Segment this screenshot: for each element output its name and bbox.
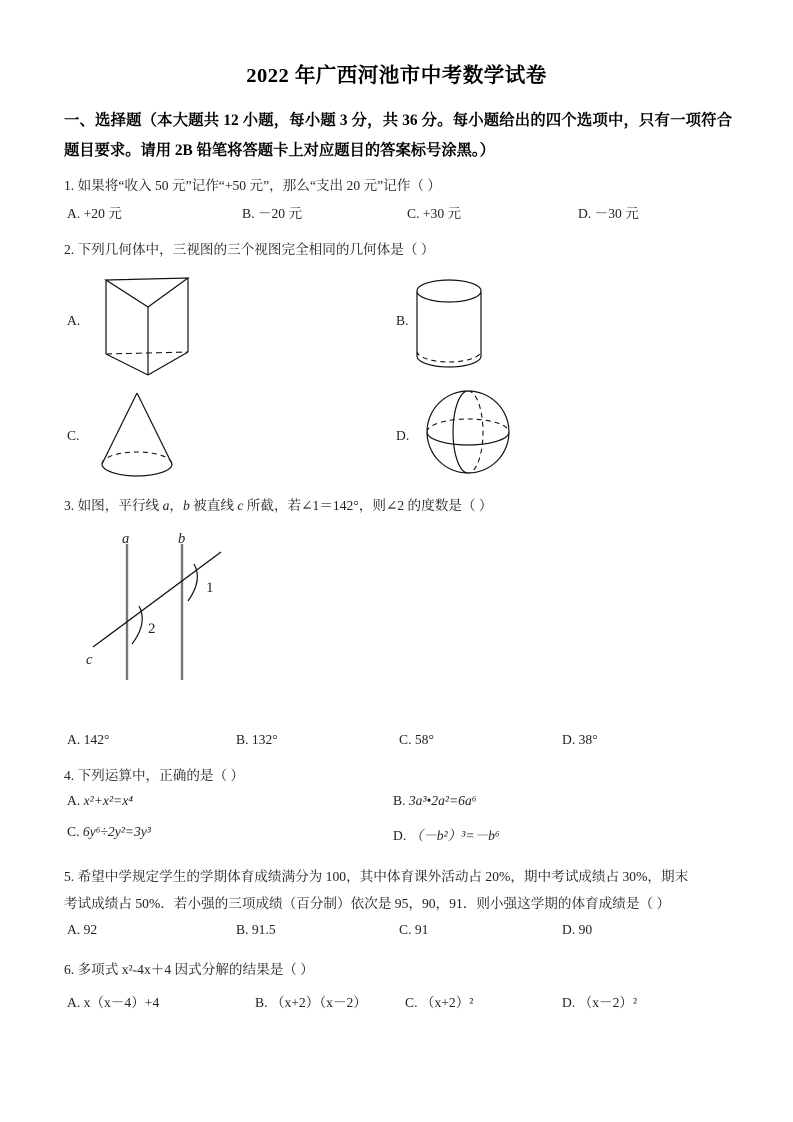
question-4-option-c[interactable] xyxy=(67,824,151,840)
question-1-option-c[interactable]: C. +30 元 xyxy=(407,206,462,221)
question-5-option-a[interactable]: A. 92 xyxy=(67,922,98,937)
question-4-option-c-expr: 6y⁶÷2y²=3y³ xyxy=(82,824,151,839)
question-3-line-c-var: c xyxy=(237,498,244,513)
page-title: 2022 年广西河池市中考数学试卷 xyxy=(246,65,547,87)
sphere-figure xyxy=(423,387,515,479)
question-5-option-d[interactable]: D. 90 xyxy=(562,922,593,937)
question-4-option-b-prefix: B. xyxy=(393,793,409,808)
question-2-option-a-label[interactable]: A. xyxy=(67,313,81,328)
parallel-line-a-label: a xyxy=(122,531,130,547)
cone-figure xyxy=(96,389,194,481)
question-4-option-a-prefix: A. xyxy=(67,793,84,808)
question-3-stem-part1: 3. 如图，平行线 xyxy=(64,498,163,513)
question-2-option-c-label[interactable]: C. xyxy=(67,428,80,443)
question-4-option-b-expr: 3a³•2a²=6a⁶ xyxy=(408,793,477,808)
question-3-stem-part4: 所截，若∠1＝142°，则∠2 的度数是（ ） xyxy=(243,498,493,513)
section-heading: 一、选择题（本大题共 12 小题，每小题 3 分，共 36 分。每小题给出的四个选项中，只有一项符合题目要求。请用 2B 铅笔将答题卡上对应题目的答案标号涂黑。） xyxy=(64,112,732,159)
parallel-lines-diagram xyxy=(75,528,255,683)
question-2-stem: 2. 下列几何体中，三视图的三个视图完全相同的几何体是（ ） xyxy=(64,242,435,257)
question-6-option-c[interactable]: C. （x+2）² xyxy=(405,995,474,1010)
question-4-option-d-expr: （－b²）³=－b⁶ xyxy=(409,828,500,843)
cylinder-figure xyxy=(414,278,494,374)
question-2-option-d-label[interactable]: D. xyxy=(396,428,410,443)
question-5-option-b[interactable]: B. 91.5 xyxy=(236,922,276,937)
question-3-stem-part3: 被直线 xyxy=(189,498,238,513)
question-6-option-a[interactable]: A. x（x－4）+4 xyxy=(67,995,160,1010)
question-1-option-d[interactable]: D. －30 元 xyxy=(578,206,639,221)
angle-1-label: 1 xyxy=(206,580,214,596)
question-6-stem: 6. 多项式 x²-4x＋4 因式分解的结果是（ ） xyxy=(64,962,314,977)
question-3-option-c[interactable]: C. 58° xyxy=(399,732,434,747)
question-1-option-a[interactable]: A. +20 元 xyxy=(67,206,122,221)
question-3-stem-part2: ， xyxy=(169,498,183,513)
question-4-option-c-prefix: C. xyxy=(67,824,83,839)
question-4-option-b[interactable] xyxy=(393,793,476,809)
question-3-stem xyxy=(64,493,493,518)
transversal-line-c-label: c xyxy=(86,652,93,668)
angle-2-label: 2 xyxy=(148,621,156,637)
question-3-line-b-var: b xyxy=(182,498,190,513)
question-6-option-d[interactable]: D. （x－2）² xyxy=(562,995,638,1010)
triangular-prism-figure xyxy=(96,272,214,378)
question-4-stem: 4. 下列运算中，正确的是（ ） xyxy=(64,768,245,783)
question-1-stem: 1. 如果将“收入 50 元”记作“+50 元”，那么“支出 20 元”记作（ ） xyxy=(64,178,441,193)
question-4-option-a-expr: x²+x²=x⁴ xyxy=(83,793,133,808)
question-3-option-a[interactable]: A. 142° xyxy=(67,732,110,747)
question-4-option-d[interactable] xyxy=(393,824,500,844)
question-4-option-d-prefix: D. xyxy=(393,828,410,843)
question-3-option-b[interactable]: B. 132° xyxy=(236,732,278,747)
question-5-stem-line1: 5. 希望中学规定学生的学期体育成绩满分为 100，其中体育课外活动占 20%，期中考试成绩占 30%，期末 xyxy=(64,869,689,884)
question-3-line-a-var: a xyxy=(162,498,170,513)
question-1-option-b[interactable]: B. －20 元 xyxy=(242,206,303,221)
question-3-option-d[interactable]: D. 38° xyxy=(562,732,598,747)
question-5-option-c[interactable]: C. 91 xyxy=(399,922,429,937)
parallel-line-b-label: b xyxy=(178,531,186,547)
question-5-stem-line2: 考试成绩占 50%．若小强的三项成绩（百分制）依次是 95，90，91．则小强这学期的体育成绩是（ ） xyxy=(64,896,671,911)
question-2-option-b-label[interactable]: B. xyxy=(396,313,409,328)
question-4-option-a[interactable] xyxy=(67,793,133,809)
question-6-option-b[interactable]: B. （x+2）（x－2） xyxy=(255,995,367,1010)
